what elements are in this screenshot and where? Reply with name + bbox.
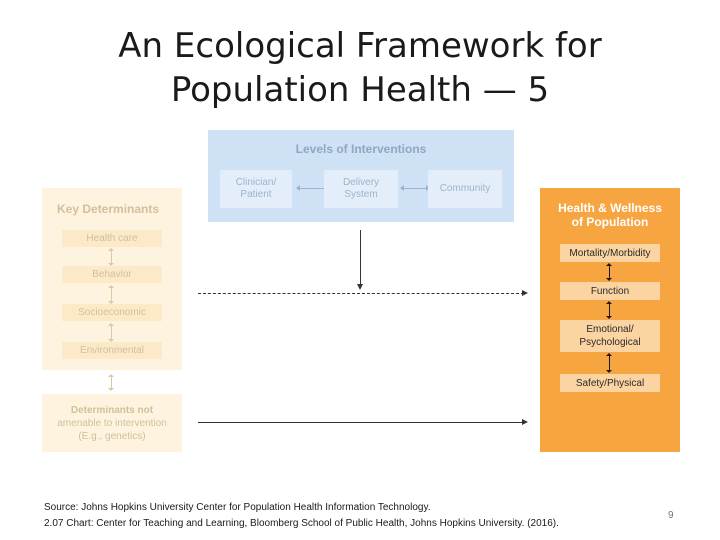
determinants-to-not-amenable-arrow [111,377,112,388]
slide-title-line-1: An Ecological Framework for [118,26,602,66]
level-community [428,170,502,208]
level-double-arrow-2 [404,188,426,189]
key-determinants-title: Key Determinants [57,202,160,216]
outcome-function-line-1: Function [590,285,630,297]
health-wellness-title-line-1: Health & Wellness [558,201,662,215]
source-line-2: 2.07 Chart: Center for Teaching and Learning, Bloomberg School of Public Health, Johns Hopkins University. (2016). [44,518,559,529]
determinant-arrow-1 [111,251,112,263]
level-delivery-line-2: System [344,189,378,200]
health-wellness-title [540,201,680,229]
key-determinants-panel [42,188,182,370]
outcome-function [560,282,660,300]
level-community-line-1: Community [439,183,491,194]
level-clinician-patient [220,170,292,208]
outcome-arrow-3 [609,356,610,370]
outcome-safety-physical [560,374,660,392]
outcome-arrow-2 [609,304,610,316]
level-double-arrow-1 [300,188,324,189]
not-amenable-panel [42,394,182,452]
outcome-emotional-line-2: Psychological [579,337,641,348]
level-delivery-system [324,170,398,208]
outcome-emotional-psychological [560,320,660,352]
determinant-environmental: Environmental [62,342,162,359]
not-amenable-line-2: amenable to intervention [57,418,167,429]
health-wellness-panel [540,188,680,452]
levels-title: Levels of Interventions [295,142,427,156]
source-citation [44,500,559,532]
outcome-arrow-1 [609,266,610,278]
not-amenable-to-health-arrow [198,422,524,423]
determinant-behavior: Behavior [62,266,162,283]
level-delivery-line-1: Delivery [342,177,380,188]
outcome-emotional-line-1: Emotional/ [586,324,634,335]
determinant-socioeconomic: Socioeconomic [62,304,162,321]
level-clinician-line-2: Patient [240,189,272,200]
outcome-safety-line-1: Safety/Physical [575,377,645,389]
determinants-to-health-dashed-arrow [198,293,524,294]
slide-title-line-2: Population Health — 5 [170,70,550,110]
outcome-mortality-morbidity [560,244,660,262]
outcome-mortality-line-1: Mortality/Morbidity [569,247,651,259]
slide-title [0,24,720,112]
determinant-arrow-2 [111,288,112,301]
not-amenable-line-1: Determinants not [70,405,154,416]
determinant-health-care: Health care [62,230,162,247]
interventions-down-arrow [360,230,361,286]
levels-of-interventions-panel [208,130,514,222]
source-line-1: Source: Johns Hopkins University Center for Population Health Information Technology. [44,502,431,513]
level-clinician-line-1: Clinician/ [235,177,277,188]
determinant-arrow-3 [111,326,112,339]
page-number: 9 [668,510,674,521]
not-amenable-line-3: (E.g., genetics) [78,431,146,442]
health-wellness-title-line-2: of Population [571,215,649,229]
